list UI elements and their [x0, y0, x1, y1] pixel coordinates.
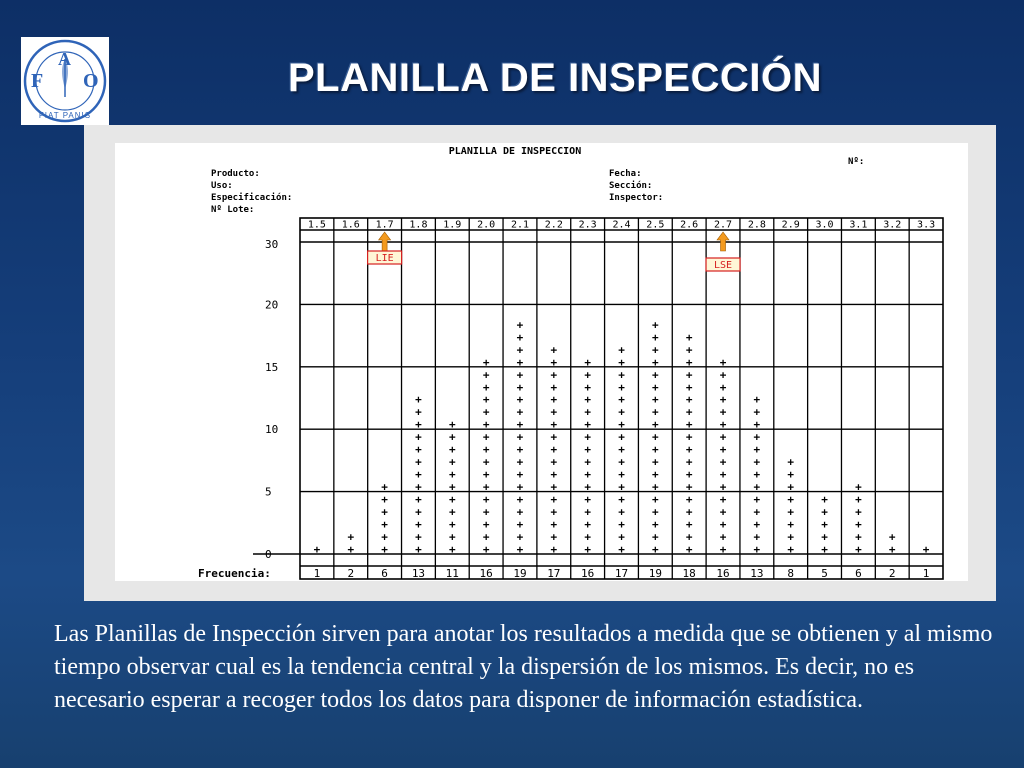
y-tick-label: 10 [265, 423, 279, 437]
tally-mark: + [719, 518, 727, 532]
tally-mark: + [415, 393, 422, 407]
form-field-label: Nº Lote: [211, 205, 255, 215]
tally-mark: + [685, 430, 693, 444]
tally-mark: + [753, 543, 761, 556]
tally-mark: + [415, 480, 422, 494]
tally-mark: + [550, 455, 558, 469]
tally-mark: + [516, 330, 524, 344]
tally-mark: + [652, 368, 659, 382]
tally-mark: + [550, 380, 558, 394]
tally-mark: + [584, 480, 591, 494]
tally-mark: + [787, 468, 795, 482]
tally-mark: + [685, 393, 693, 407]
tally-mark: + [685, 418, 693, 432]
tally-mark: + [584, 355, 591, 369]
tally-mark: + [516, 418, 524, 432]
frequency-value: 8 [787, 567, 795, 580]
fao-logo [21, 37, 109, 125]
tally-mark: + [685, 468, 693, 482]
tally-mark: + [550, 393, 558, 407]
tally-mark: + [381, 505, 388, 519]
tally-mark: + [584, 493, 591, 507]
tally-mark: + [415, 455, 422, 469]
tally-mark: + [618, 355, 625, 369]
tally-mark: + [719, 355, 727, 369]
form-field-label: Sección: [609, 181, 653, 191]
tally-mark: + [550, 343, 558, 357]
tally-mark: + [652, 318, 659, 332]
tally-mark: + [550, 518, 558, 532]
tally-mark: + [584, 418, 591, 432]
tally-mark: + [482, 443, 490, 457]
tally-mark: + [821, 543, 828, 556]
form-field-label: Uso: [211, 181, 233, 191]
tally-mark: + [652, 343, 659, 357]
tally-mark: + [381, 518, 388, 532]
y-tick-label: 5 [265, 485, 272, 499]
fao-logo-icon [21, 37, 109, 125]
tally-mark: + [482, 368, 490, 382]
tally-mark: + [448, 430, 456, 444]
tally-mark: + [652, 355, 659, 369]
category-header: 2.8 [747, 219, 766, 231]
tally-mark: + [685, 330, 693, 344]
tally-mark: + [652, 468, 659, 482]
category-header: 2.5 [646, 219, 665, 231]
tally-mark: + [482, 405, 490, 419]
tally-mark: + [550, 493, 558, 507]
tally-mark: + [888, 543, 896, 556]
tally-mark: + [652, 518, 659, 532]
frequency-value: 6 [855, 567, 862, 580]
tally-mark: + [685, 493, 693, 507]
tally-mark: + [719, 468, 727, 482]
frequency-value: 19 [648, 567, 662, 580]
tally-mark: + [584, 443, 591, 457]
tally-mark: + [618, 480, 625, 494]
tally-mark: + [482, 455, 490, 469]
tally-mark: + [482, 530, 490, 544]
frequency-value: 16 [581, 567, 595, 580]
category-header: 2.2 [544, 219, 563, 231]
category-header: 2.9 [781, 219, 800, 231]
inspection-sheet [115, 143, 968, 581]
tally-mark: + [516, 355, 524, 369]
tally-mark: + [550, 480, 558, 494]
frequency-value: 16 [716, 567, 730, 580]
tally-mark: + [448, 530, 456, 544]
tally-mark: + [516, 530, 524, 544]
tally-mark: + [652, 380, 659, 394]
tally-mark: + [753, 480, 761, 494]
category-header: 2.0 [477, 219, 496, 231]
tally-mark: + [415, 493, 422, 507]
tally-mark: + [482, 468, 490, 482]
category-header: 2.7 [713, 219, 733, 231]
tally-mark: + [821, 493, 828, 507]
tally-mark: + [753, 405, 761, 419]
tally-mark: + [753, 455, 761, 469]
tally-mark: + [787, 543, 795, 556]
form-field-label: Especificación: [211, 193, 293, 203]
frequency-value: 13 [411, 567, 426, 580]
tally-mark: + [516, 443, 524, 457]
tally-mark: + [584, 518, 591, 532]
tally-mark: + [618, 393, 625, 407]
tally-mark: + [685, 368, 693, 382]
tally-mark: + [415, 505, 422, 519]
tally-mark: + [516, 430, 524, 444]
tally-mark: + [652, 393, 659, 407]
tally-mark: + [821, 518, 828, 532]
tally-mark: + [618, 380, 625, 394]
tally-mark: + [685, 530, 693, 544]
tally-mark: + [652, 543, 659, 556]
tally-mark: + [652, 505, 659, 519]
tally-mark: + [448, 443, 456, 457]
tally-mark: + [821, 505, 828, 519]
tally-mark: + [685, 443, 693, 457]
tally-mark: + [381, 530, 388, 544]
category-header: 3.3 [917, 219, 936, 231]
tally-mark: + [448, 418, 456, 432]
tally-mark: + [652, 530, 659, 544]
tally-mark: + [448, 543, 456, 556]
tally-mark: + [787, 518, 795, 532]
slide-description: Las Planillas de Inspección sirven para anotar los resultados a medida que se obtienen y al mismo tiempo observar cual es la tendencia central y la dispersión de los mismos. Es decir, no es necesario esperar a recoger todos los datos para disponer de información estadística. [54, 621, 993, 713]
tally-mark: + [550, 368, 558, 382]
frequency-value: 2 [888, 567, 896, 580]
category-header: 1.9 [443, 219, 462, 231]
tally-mark: + [482, 380, 490, 394]
tally-mark: + [719, 418, 727, 432]
tally-mark: + [415, 543, 422, 556]
tally-mark: + [652, 430, 659, 444]
tally-mark: + [719, 455, 727, 469]
tally-mark: + [584, 368, 591, 382]
tally-mark: + [516, 455, 524, 469]
tally-mark: + [618, 343, 625, 357]
tally-mark: + [516, 380, 524, 394]
tally-mark: + [381, 493, 388, 507]
tally-mark: + [618, 455, 625, 469]
tally-mark: + [550, 530, 558, 544]
frequency-value: 18 [682, 567, 696, 580]
category-header: 1.6 [341, 219, 360, 231]
tally-mark: + [719, 380, 727, 394]
limit-label: LSE [713, 260, 733, 271]
frequency-value: 13 [750, 567, 764, 580]
tally-mark: + [584, 543, 591, 556]
tally-mark: + [618, 518, 625, 532]
limit-marker-lse [706, 232, 740, 271]
tally-mark: + [753, 505, 761, 519]
tally-mark: + [516, 543, 524, 556]
tally-mark: + [618, 530, 625, 544]
tally-mark: + [516, 480, 524, 494]
tally-mark: + [719, 443, 727, 457]
tally-mark: + [753, 518, 761, 532]
tally-mark: + [415, 443, 422, 457]
tally-mark: + [550, 355, 558, 369]
tally-mark: + [381, 480, 388, 494]
tally-mark: + [888, 530, 896, 544]
logo-letter-f: F [31, 70, 44, 92]
tally-mark: + [618, 468, 625, 482]
tally-mark: + [618, 405, 625, 419]
tally-mark: + [719, 505, 727, 519]
tally-mark: + [448, 518, 456, 532]
tally-mark: + [719, 405, 727, 419]
category-header: 2.3 [578, 219, 597, 231]
tally-mark: + [855, 543, 862, 556]
tally-mark: + [584, 530, 591, 544]
tally-mark: + [753, 493, 761, 507]
form-number-label: Nº: [848, 157, 865, 167]
tally-mark: + [584, 405, 591, 419]
tally-mark: + [719, 530, 727, 544]
tally-mark: + [652, 493, 659, 507]
tally-mark: + [448, 455, 456, 469]
tally-mark: + [516, 368, 524, 382]
tally-mark: + [482, 480, 490, 494]
tally-mark: + [855, 530, 862, 544]
limit-label: LIE [375, 253, 394, 264]
form-field-label: Fecha: [609, 169, 642, 179]
category-header: 2.1 [510, 219, 530, 231]
frequency-value: 1 [313, 567, 321, 580]
frequency-value: 19 [513, 567, 527, 580]
tally-mark: + [516, 343, 524, 357]
tally-mark: + [855, 480, 862, 494]
form-field-label: Producto: [211, 169, 260, 179]
tally-mark: + [787, 493, 795, 507]
tally-mark: + [618, 368, 625, 382]
tally-mark: + [550, 443, 558, 457]
tally-mark: + [618, 430, 625, 444]
limit-marker-lie [368, 232, 402, 264]
tally-mark: + [685, 543, 693, 556]
frequency-value: 5 [821, 567, 828, 580]
tally-mark: + [516, 468, 524, 482]
tally-mark: + [855, 505, 862, 519]
tally-mark: + [584, 393, 591, 407]
tally-mark: + [313, 543, 321, 556]
tally-mark: + [584, 430, 591, 444]
tally-mark: + [719, 368, 727, 382]
form-field-label: Inspector: [609, 193, 664, 203]
tally-mark: + [821, 530, 828, 544]
tally-mark: + [855, 518, 862, 532]
tally-mark: + [482, 393, 490, 407]
y-tick-label: 0 [265, 548, 272, 561]
tally-mark: + [415, 430, 422, 444]
tally-mark: + [652, 455, 659, 469]
tally-mark: + [787, 505, 795, 519]
tally-mark: + [753, 430, 761, 444]
tally-mark: + [922, 543, 930, 556]
tally-mark: + [584, 380, 591, 394]
tally-mark: + [753, 468, 761, 482]
category-header: 1.5 [307, 219, 326, 231]
tally-mark: + [448, 505, 456, 519]
tally-mark: + [618, 418, 625, 432]
frequency-value: 1 [922, 567, 930, 580]
y-tick-label: 30 [265, 238, 279, 251]
tally-mark: + [516, 518, 524, 532]
logo-letter-o: O [83, 70, 99, 92]
tally-mark: + [652, 480, 659, 494]
tally-mark: + [787, 530, 795, 544]
category-header: 3.2 [883, 219, 902, 231]
tally-mark: + [516, 318, 524, 332]
frequency-value: 17 [547, 567, 561, 580]
tally-mark: + [448, 468, 456, 482]
frequency-value: 2 [347, 567, 355, 580]
category-header: 1.7 [375, 219, 394, 231]
tally-mark: + [482, 505, 490, 519]
tally-mark: + [482, 430, 490, 444]
y-tick-label: 15 [265, 360, 279, 374]
tally-mark: + [347, 530, 355, 544]
tally-mark: + [685, 343, 693, 357]
tally-mark: + [482, 493, 490, 507]
category-header: 2.4 [612, 219, 631, 231]
tally-mark: + [753, 418, 761, 432]
frequency-value: 11 [445, 567, 459, 580]
tally-mark: + [415, 518, 422, 532]
tally-mark: + [787, 480, 795, 494]
tally-mark: + [719, 493, 727, 507]
tally-mark: + [415, 405, 422, 419]
tally-mark: + [550, 405, 558, 419]
tally-mark: + [448, 480, 456, 494]
tally-mark: + [753, 443, 761, 457]
tally-mark: + [618, 493, 625, 507]
category-header: 2.6 [680, 219, 699, 231]
tally-mark: + [347, 543, 355, 556]
tally-mark: + [685, 355, 693, 369]
tally-mark: + [753, 393, 761, 407]
tally-mark: + [719, 543, 727, 556]
tally-mark: + [415, 418, 422, 432]
tally-mark: + [652, 405, 659, 419]
tally-mark: + [415, 468, 422, 482]
frequency-label: Frecuencia: [198, 567, 271, 580]
tally-mark: + [685, 480, 693, 494]
tally-mark: + [448, 493, 456, 507]
category-header: 3.1 [849, 219, 868, 231]
tally-mark: + [719, 430, 727, 444]
tally-mark: + [516, 505, 524, 519]
tally-mark: + [550, 505, 558, 519]
tally-mark: + [482, 518, 490, 532]
tally-mark: + [415, 530, 422, 544]
tally-mark: + [719, 393, 727, 407]
category-header: 3.0 [815, 219, 834, 231]
tally-mark: + [652, 418, 659, 432]
tally-mark: + [685, 380, 693, 394]
tally-mark: + [516, 493, 524, 507]
tally-mark: + [652, 443, 659, 457]
tally-mark: + [516, 393, 524, 407]
tally-mark: + [516, 405, 524, 419]
tally-mark: + [685, 455, 693, 469]
tally-mark: + [685, 518, 693, 532]
logo-motto: FIAT PANIS [38, 111, 92, 120]
tally-mark: + [753, 530, 761, 544]
category-header: 1.8 [409, 219, 428, 231]
tally-mark: + [584, 455, 591, 469]
tally-mark: + [618, 543, 625, 556]
inspection-sheet-drawing [115, 143, 968, 581]
tally-mark: + [550, 468, 558, 482]
tally-mark: + [550, 418, 558, 432]
tally-mark: + [787, 455, 795, 469]
tally-mark: + [618, 443, 625, 457]
tally-mark: + [618, 505, 625, 519]
frequency-value: 16 [479, 567, 493, 580]
tally-mark: + [550, 430, 558, 444]
frequency-value: 6 [381, 567, 388, 580]
tally-mark: + [685, 505, 693, 519]
tally-mark: + [584, 468, 591, 482]
frequency-value: 17 [614, 567, 629, 580]
tally-mark: + [381, 543, 388, 556]
slide-title: PLANILLA DE INSPECCIÓN [288, 56, 822, 100]
y-tick-label: 20 [265, 298, 279, 312]
tally-mark: + [482, 543, 490, 556]
form-title: PLANILLA DE INSPECCION [448, 146, 582, 157]
tally-mark: + [550, 543, 558, 556]
tally-mark: + [482, 418, 490, 432]
tally-mark: + [482, 355, 490, 369]
logo-letter-a: A [58, 49, 71, 69]
tally-mark: + [685, 405, 693, 419]
tally-mark: + [719, 480, 727, 494]
tally-mark: + [584, 505, 591, 519]
tally-mark: + [855, 493, 862, 507]
tally-mark: + [652, 330, 659, 344]
